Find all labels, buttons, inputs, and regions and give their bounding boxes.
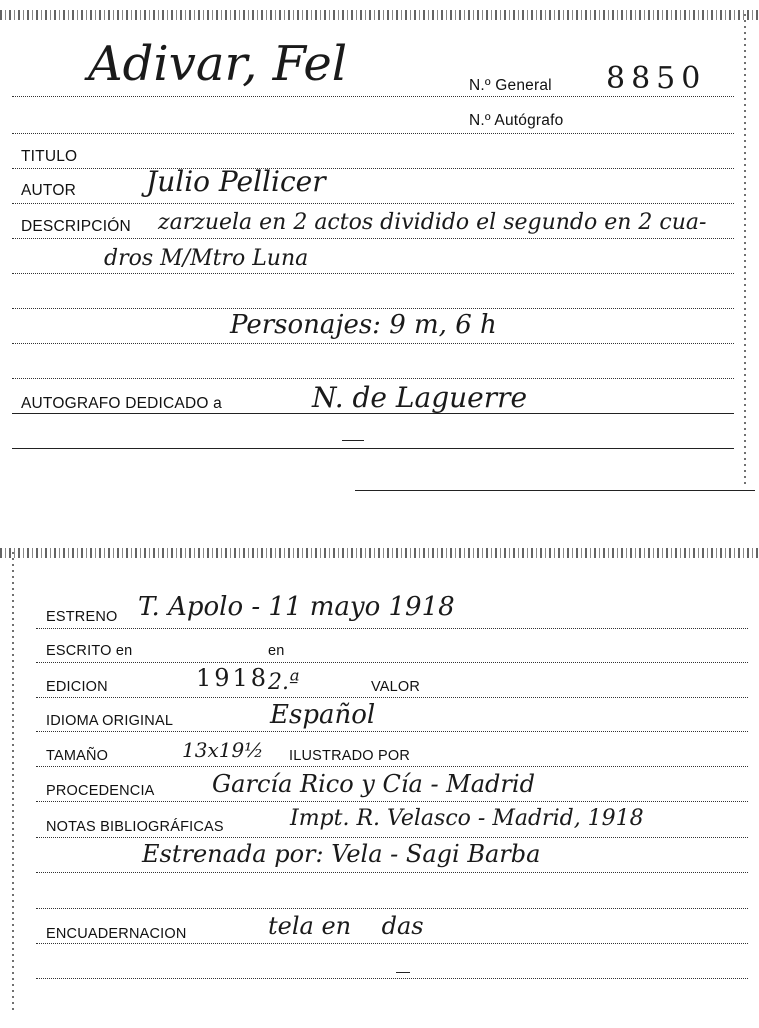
general-value: 8850 bbox=[606, 61, 707, 96]
rule-1 bbox=[12, 96, 734, 97]
rule-b1 bbox=[36, 628, 748, 629]
rule-b3 bbox=[36, 697, 748, 698]
en-label: en bbox=[268, 643, 285, 659]
descripcion-label: DESCRIPCIÓN bbox=[21, 218, 131, 235]
procedencia-value: García Rico y Cía - Madrid bbox=[212, 770, 535, 798]
personajes-note: Personajes: 9 m, 6 h bbox=[230, 310, 497, 340]
autor-label: AUTOR bbox=[21, 182, 76, 199]
valor-label: VALOR bbox=[371, 679, 421, 695]
name-handwritten: Adivar, Fel bbox=[88, 36, 348, 92]
rule-2 bbox=[12, 133, 734, 134]
rule-6 bbox=[12, 273, 734, 274]
idioma-value: Español bbox=[270, 700, 376, 730]
rule-b8 bbox=[36, 872, 748, 873]
dedicado-label: AUTOGRAFO DEDICADO a bbox=[21, 395, 222, 412]
card-top-edge bbox=[0, 10, 759, 20]
edicion-label: EDICION bbox=[46, 679, 108, 695]
notas-value1: Impt. R. Velasco - Madrid, 1918 bbox=[290, 806, 644, 831]
descripcion-line2: dros M/Mtro Luna bbox=[104, 246, 309, 271]
descripcion-line1: zarzuela en 2 actos dividido el segundo en 2 cua- bbox=[158, 210, 707, 235]
card-bottom-edge bbox=[0, 548, 759, 558]
card-top-right-edge bbox=[744, 14, 746, 484]
rule-8 bbox=[12, 343, 734, 344]
rule-7 bbox=[12, 308, 734, 309]
titulo-label: TITULO bbox=[21, 148, 78, 165]
stray-mark bbox=[342, 440, 364, 441]
escrito-label: ESCRITO en bbox=[46, 643, 133, 659]
stray-mark-bottom bbox=[396, 972, 410, 973]
autor-value: Julio Pellicer bbox=[146, 165, 326, 198]
rule-10 bbox=[12, 413, 734, 414]
edicion-extra: 2.ª bbox=[268, 670, 300, 695]
rule-9 bbox=[12, 378, 734, 379]
rule-b6 bbox=[36, 801, 748, 802]
edicion-value: 1918 bbox=[196, 664, 270, 692]
rule-3 bbox=[12, 168, 734, 169]
rule-b7 bbox=[36, 837, 748, 838]
notas-label: NOTAS BIBLIOGRÁFICAS bbox=[46, 819, 224, 835]
encuadernacion-value: tela en das bbox=[268, 912, 424, 940]
procedencia-label: PROCEDENCIA bbox=[46, 783, 155, 799]
rule-b5 bbox=[36, 766, 748, 767]
catalog-card-top bbox=[0, 0, 759, 500]
bottom-edge-line bbox=[355, 490, 755, 491]
rule-5 bbox=[12, 238, 734, 239]
ilustrado-label: ILUSTRADO POR bbox=[289, 748, 411, 764]
card-bottom-left-edge bbox=[12, 552, 14, 1012]
rule-11 bbox=[12, 448, 734, 449]
estreno-label: ESTRENO bbox=[46, 609, 118, 625]
rule-b4 bbox=[36, 731, 748, 732]
notas-value2: Estrenada por: Vela - Sagi Barba bbox=[142, 840, 541, 868]
rule-b10 bbox=[36, 943, 748, 944]
rule-4 bbox=[12, 203, 734, 204]
general-label: N.º General bbox=[469, 77, 552, 94]
estreno-value: T. Apolo - 11 mayo 1918 bbox=[138, 592, 455, 622]
tamano-value: 13x19½ bbox=[182, 738, 264, 762]
tamano-label: TAMAÑO bbox=[46, 748, 109, 764]
rule-b9 bbox=[36, 908, 748, 909]
encuadernacion-label: ENCUADERNACION bbox=[46, 926, 187, 942]
catalog-card-bottom bbox=[0, 540, 759, 1028]
dedicado-value: N. de Laguerre bbox=[312, 381, 528, 414]
rule-b2 bbox=[36, 662, 748, 663]
rule-b11 bbox=[36, 978, 748, 979]
idioma-label: IDIOMA ORIGINAL bbox=[46, 713, 174, 729]
autografo-label: N.º Autógrafo bbox=[469, 112, 564, 129]
